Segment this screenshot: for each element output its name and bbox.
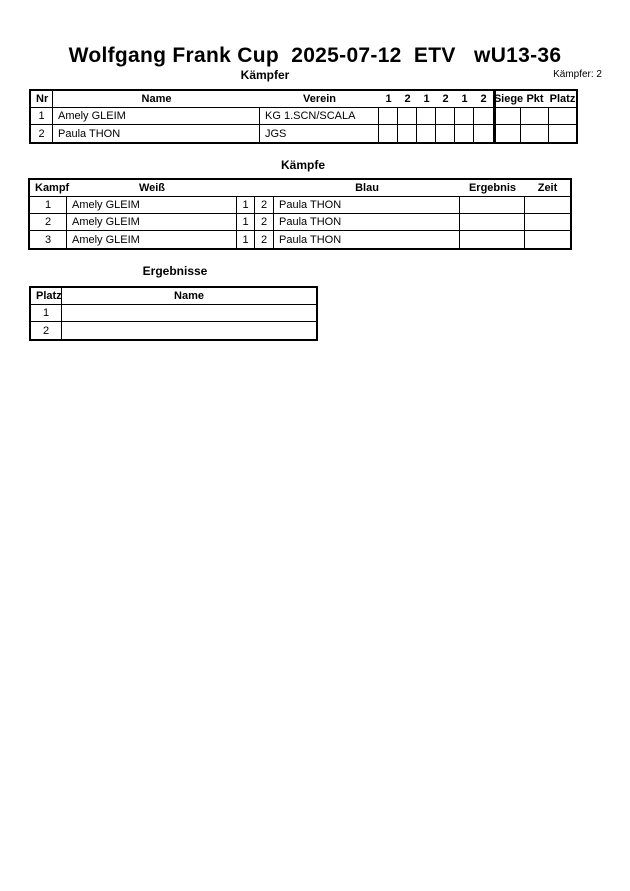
page-title: Wolfgang Frank Cup 2025-07-12 ETV wU13-36	[68, 44, 562, 67]
ergebnisse-row	[31, 305, 316, 322]
cell-pkt	[521, 108, 549, 124]
col-header-nr: Nr	[31, 91, 53, 107]
col-header-weiss: Weiß	[138, 182, 166, 194]
cell-verein: JGS	[260, 125, 379, 142]
cell-round-score	[455, 108, 474, 124]
kaempfer-header-row	[31, 91, 576, 108]
cell-blau-name: Paula THON	[274, 231, 460, 248]
cell-fighter-name: Paula THON	[53, 125, 260, 142]
section-label-kaempfe: Kämpfe	[280, 158, 325, 172]
cell-round-score	[417, 108, 436, 124]
cell-verein: KG 1.SCN/SCALA	[260, 108, 379, 124]
col-header-round-3: 1	[423, 93, 430, 105]
kaempfe-header-row	[30, 180, 570, 197]
cell-fighter-name: Amely GLEIM	[53, 108, 260, 124]
col-header-spacer	[237, 180, 255, 196]
col-header-round-1: 1	[385, 93, 392, 105]
cell-round-score	[474, 108, 493, 124]
cell-result-name	[62, 305, 316, 321]
cell-weiss-name: Amely GLEIM	[67, 214, 237, 230]
cell-round-score	[417, 125, 436, 142]
kaempfer-row	[31, 125, 576, 142]
col-header-ergebnis: Ergebnis	[468, 182, 517, 194]
cell-round-score	[474, 125, 493, 142]
cell-siege	[493, 108, 521, 124]
cell-platz	[549, 108, 576, 124]
cell-zeit	[525, 231, 570, 248]
cell-siege	[493, 125, 521, 142]
fighter-count: Kämpfer: 2	[553, 69, 602, 80]
cell-nr: 2	[31, 125, 53, 142]
col-header-zeit: Zeit	[537, 182, 558, 194]
cell-round-score	[455, 125, 474, 142]
kaempfe-table	[28, 178, 572, 250]
col-header-verein: Verein	[302, 93, 337, 105]
col-header-name: Name	[174, 290, 204, 302]
cell-blau-name: Paula THON	[274, 197, 460, 213]
col-header-spacer	[255, 180, 274, 196]
col-header-siege: Siege	[493, 93, 524, 105]
cell-pkt	[521, 125, 549, 142]
cell-blau-nr: 2	[255, 231, 274, 248]
col-header-blau: Blau	[355, 182, 379, 194]
cell-round-score	[436, 125, 455, 142]
kaempfer-table	[29, 89, 578, 144]
cell-weiss-nr: 1	[237, 197, 255, 213]
cell-blau-name: Paula THON	[274, 214, 460, 230]
cell-weiss-nr: 1	[237, 214, 255, 230]
cell-weiss-name: Amely GLEIM	[67, 231, 237, 248]
col-header-round-6: 2	[480, 93, 487, 105]
section-label-kaempfer: Kämpfer	[240, 68, 290, 82]
ergebnisse-header-row	[31, 288, 316, 305]
col-header-platz: Platz	[31, 288, 62, 304]
cell-ergebnis	[460, 197, 525, 213]
cell-ergebnis	[460, 214, 525, 230]
cell-kampf-nr: 2	[30, 214, 67, 230]
cell-round-score	[379, 125, 398, 142]
cell-round-score	[436, 108, 455, 124]
ergebnisse-table	[29, 286, 318, 341]
cell-nr: 1	[31, 108, 53, 124]
col-header-round-5: 1	[461, 93, 468, 105]
cell-blau-nr: 2	[255, 197, 274, 213]
kaempfe-row	[30, 214, 570, 231]
ergebnisse-row	[31, 322, 316, 339]
col-header-kampf: Kampf	[35, 182, 70, 194]
cell-weiss-nr: 1	[237, 231, 255, 248]
kaempfer-row	[31, 108, 576, 125]
cell-ergebnis	[460, 231, 525, 248]
col-header-pkt: Pkt	[526, 93, 544, 105]
col-header-round-2: 2	[404, 93, 411, 105]
cell-blau-nr: 2	[255, 214, 274, 230]
cell-round-score	[379, 108, 398, 124]
cell-result-name	[62, 322, 316, 339]
col-header-round-4: 2	[442, 93, 449, 105]
col-header-name: Name	[141, 93, 172, 105]
cell-kampf-nr: 3	[30, 231, 67, 248]
cell-zeit	[525, 214, 570, 230]
cell-round-score	[398, 108, 417, 124]
kaempfe-row	[30, 231, 570, 248]
cell-weiss-name: Amely GLEIM	[67, 197, 237, 213]
cell-kampf-nr: 1	[30, 197, 67, 213]
cell-platz-nr: 2	[31, 322, 62, 339]
cell-round-score	[398, 125, 417, 142]
cell-platz-nr: 1	[31, 305, 62, 321]
cell-platz	[549, 125, 576, 142]
section-label-ergebnisse: Ergebnisse	[142, 264, 208, 278]
cell-zeit	[525, 197, 570, 213]
kaempfe-row	[30, 197, 570, 214]
col-header-platz: Platz	[549, 93, 576, 105]
